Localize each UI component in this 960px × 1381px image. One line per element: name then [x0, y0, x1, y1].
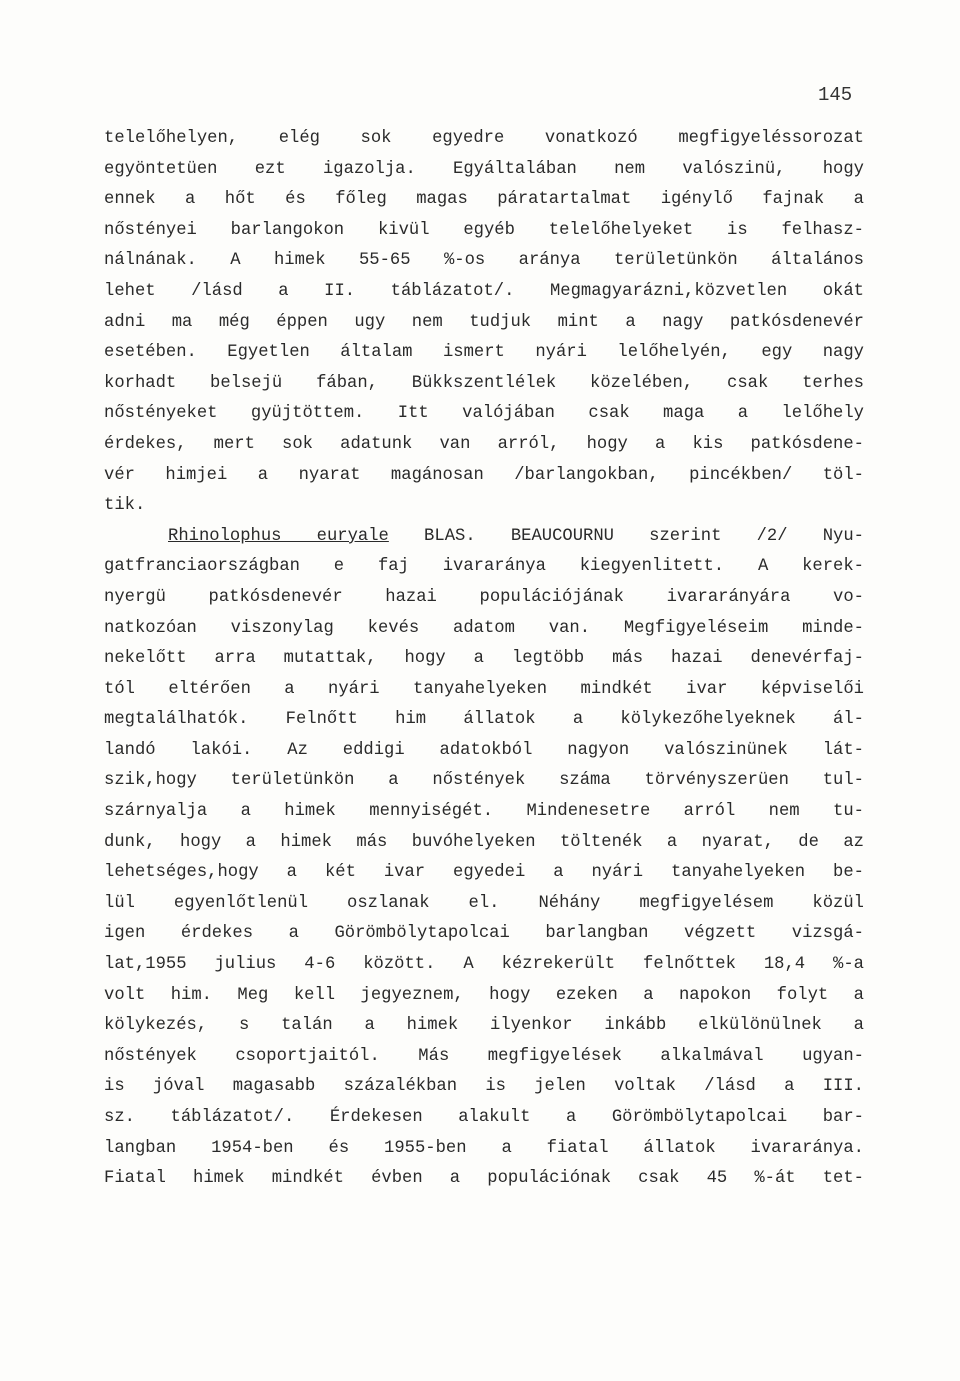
text-line: nálnának. A himek 55-65 %-os aránya területünkön általános [104, 251, 864, 271]
text-line: adni ma még éppen ugy nem tudjuk mint a nagy patkósdenevér [104, 312, 864, 332]
text-line: szik,hogy területünkön a nőstények száma törvényszerüen tul- [104, 771, 864, 791]
text-line: nőstények csoportjaitól. Más megfigyelések alkalmával ugyan- [104, 1046, 864, 1066]
text-line: langban 1954-ben és 1955-ben a fiatal állatok ivararánya. [104, 1138, 864, 1158]
text-line: tól eltérően a nyári tanyahelyeken mindkét ivar képviselői [104, 679, 864, 699]
text-line: nyergü patkósdenevér hazai populációjának ivararányára vo- [104, 587, 864, 607]
text-line: vér himjei a nyarat magánosan /barlangokban, pincékben/ töl- [104, 465, 864, 485]
text-line: ennek a hőt és főleg magas páratartalmat igénylő fajnak a [104, 190, 864, 210]
species-paragraph-start [104, 522, 864, 553]
species-line-rest: BLAS. BEAUCOURNU szerint /2/ Nyu- [388, 526, 864, 546]
text-line: nőstényeket gyüjtöttem. Itt valójában csak maga a lelőhely [104, 404, 864, 424]
text-line: nőstényei barlangokon kivül egyéb telelőhelyeket is felhasz- [104, 220, 864, 240]
text-line: volt him. Meg kell jegyeznem, hogy ezeken a napokon folyt a [104, 985, 864, 1005]
text-line: lehetséges,hogy a két ivar egyedei a nyári tanyahelyeken be- [104, 863, 864, 883]
text-line: lül egyenlőtlenül oszlanak el. Néhány megfigyelésem közül [104, 893, 864, 913]
text-line: telelőhelyen, elég sok egyedre vonatkozó megfigyeléssorozat [104, 129, 864, 148]
text-line: nekelőtt arra mutattak, hogy a legtöbb más hazai denevérfaj- [104, 649, 864, 669]
text-line: Fiatal himek mindkét évben a populációnak csak 45 %-át tet- [104, 1169, 864, 1189]
text-line: sz. táblázatot/. Érdekesen alakult a Görömbölytapolcai bar- [104, 1108, 864, 1127]
body-text [104, 124, 864, 1195]
text-line: egyöntetüen ezt igazolja. Egyáltalában nem valószinü, hogy [104, 159, 864, 179]
text-line: lat,1955 julius 4-6 között. A kézrekerült felnőttek 18,4 %-a [104, 955, 864, 975]
text-line: kölykezés, s talán a himek ilyenkor inkább elkülönülnek a [104, 1016, 864, 1036]
text-line: korhadt belsejü fában, Bükkszentlélek közelében, csak terhes [104, 373, 864, 393]
text-line: megtalálhatók. Felnőtt him állatok a kölykezőhelyeknek ál- [104, 710, 864, 730]
text-line: gatfranciaországban e faj ivararánya kiegyenlitett. A kerek- [104, 557, 864, 577]
text-line: landó lakói. Az eddigi adatokból nagyon valószinünek lát- [104, 740, 864, 760]
text-line: esetében. Egyetlen általam ismert nyári lelőhelyén, egy nagy [104, 343, 864, 363]
text-line: igen érdekes a Görömbölytapolcai barlangban végzett vizsgá- [104, 924, 864, 944]
text-line: lehet /lásd a II. táblázatot/. Megmagyarázni,közvetlen okát [104, 281, 864, 301]
text-line: natkozóan viszonylag kevés adatom van. Megfigyeléseim minde- [104, 618, 864, 638]
page-number: 145 [818, 84, 853, 106]
text-line: érdekes, mert sok adatunk van arról, hogy a kis patkósdene- [104, 434, 864, 454]
species-name: Rhinolophus euryale [168, 526, 389, 546]
text-line: szárnyalja a himek mennyiségét. Mindenesetre arról nem tu- [104, 802, 864, 822]
text-line: dunk, hogy a himek más buvóhelyeken töltenék a nyarat, de az [104, 832, 864, 852]
text-line: is jóval magasabb százalékban is jelen voltak /lásd a III. [104, 1077, 864, 1097]
text-line: tik. [104, 496, 146, 516]
